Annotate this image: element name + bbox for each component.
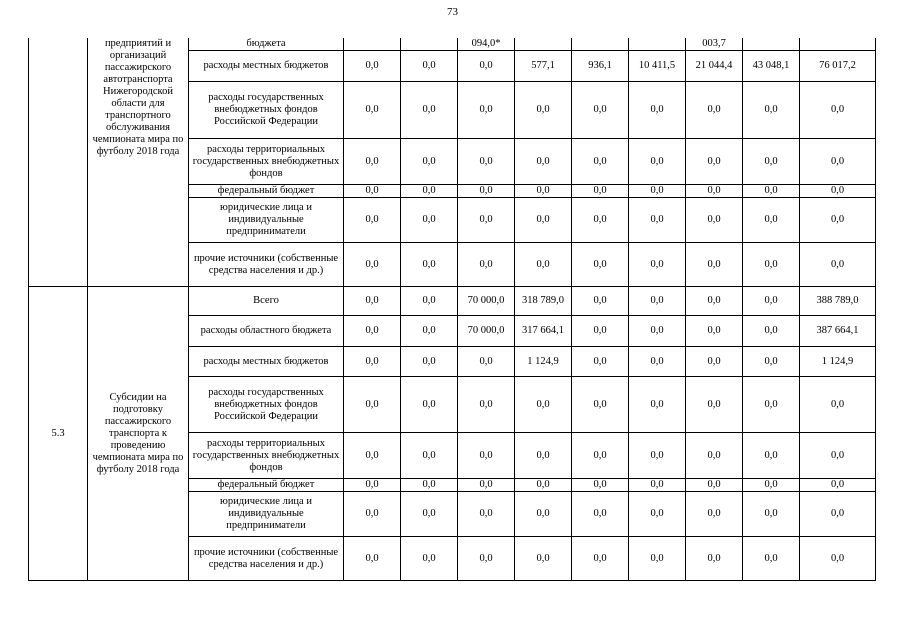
value-cell: 094,0*	[458, 38, 515, 51]
funding-source: расходы государственных внебюджетных фондов Российской Федерации	[189, 377, 344, 433]
value-cell: 0,0	[743, 243, 800, 287]
value-cell: 0,0	[686, 347, 743, 377]
value-cell: 0,0	[458, 377, 515, 433]
value-cell: 0,0	[458, 139, 515, 185]
value-cell: 0,0	[629, 287, 686, 316]
value-cell: 0,0	[629, 198, 686, 243]
funding-source: расходы местных бюджетов	[189, 347, 344, 377]
value-cell: 0,0	[572, 287, 629, 316]
value-cell: 70 000,0	[458, 316, 515, 347]
funding-source: Всего	[189, 287, 344, 316]
funding-source: прочие источники (собственные средства населения и др.)	[189, 537, 344, 581]
value-cell: 0,0	[572, 82, 629, 139]
value-cell: 387 664,1	[800, 316, 876, 347]
value-cell	[401, 38, 458, 51]
value-cell: 0,0	[344, 51, 401, 82]
funding-source: расходы государственных внебюджетных фондов Российской Федерации	[189, 82, 344, 139]
funding-source: федеральный бюджет	[189, 479, 344, 492]
value-cell: 0,0	[401, 347, 458, 377]
value-cell: 0,0	[800, 185, 876, 198]
value-cell: 0,0	[629, 243, 686, 287]
value-cell: 577,1	[515, 51, 572, 82]
value-cell: 0,0	[800, 433, 876, 479]
value-cell: 0,0	[515, 139, 572, 185]
value-cell: 0,0	[401, 479, 458, 492]
value-cell: 0,0	[401, 316, 458, 347]
value-cell: 0,0	[572, 537, 629, 581]
value-cell: 0,0	[515, 185, 572, 198]
value-cell: 0,0	[344, 243, 401, 287]
value-cell: 003,7	[686, 38, 743, 51]
funding-source: юридические лица и индивидуальные предприниматели	[189, 492, 344, 537]
value-cell: 0,0	[572, 347, 629, 377]
value-cell: 0,0	[344, 198, 401, 243]
value-cell: 0,0	[629, 479, 686, 492]
value-cell: 0,0	[572, 316, 629, 347]
value-cell: 0,0	[800, 492, 876, 537]
value-cell	[344, 38, 401, 51]
value-cell: 70 000,0	[458, 287, 515, 316]
value-cell: 0,0	[800, 537, 876, 581]
value-cell	[515, 38, 572, 51]
value-cell: 0,0	[629, 433, 686, 479]
value-cell	[743, 38, 800, 51]
value-cell: 0,0	[344, 185, 401, 198]
value-cell: 0,0	[572, 243, 629, 287]
value-cell: 317 664,1	[515, 316, 572, 347]
value-cell: 0,0	[458, 198, 515, 243]
value-cell: 0,0	[686, 316, 743, 347]
value-cell: 0,0	[629, 185, 686, 198]
value-cell: 0,0	[458, 347, 515, 377]
funding-source: расходы территориальных государственных внебюджетных фондов	[189, 139, 344, 185]
value-cell: 0,0	[344, 492, 401, 537]
value-cell: 0,0	[743, 537, 800, 581]
page-number: 73	[447, 6, 458, 18]
value-cell: 0,0	[344, 537, 401, 581]
value-cell: 0,0	[344, 316, 401, 347]
value-cell: 0,0	[743, 185, 800, 198]
value-cell: 0,0	[629, 82, 686, 139]
value-cell: 0,0	[743, 287, 800, 316]
value-cell: 0,0	[743, 433, 800, 479]
value-cell: 0,0	[572, 185, 629, 198]
value-cell: 0,0	[401, 51, 458, 82]
value-cell: 0,0	[743, 492, 800, 537]
value-cell: 0,0	[800, 198, 876, 243]
value-cell: 10 411,5	[629, 51, 686, 82]
value-cell: 0,0	[458, 243, 515, 287]
section-number	[29, 38, 88, 287]
value-cell	[800, 38, 876, 51]
value-cell: 0,0	[515, 492, 572, 537]
value-cell: 0,0	[401, 433, 458, 479]
value-cell: 0,0	[401, 243, 458, 287]
value-cell: 0,0	[686, 377, 743, 433]
value-cell: 0,0	[743, 139, 800, 185]
value-cell: 0,0	[458, 492, 515, 537]
value-cell: 0,0	[743, 316, 800, 347]
value-cell: 0,0	[515, 433, 572, 479]
value-cell: 0,0	[458, 51, 515, 82]
value-cell: 0,0	[344, 139, 401, 185]
value-cell: 0,0	[344, 82, 401, 139]
value-cell: 1 124,9	[800, 347, 876, 377]
value-cell: 0,0	[458, 433, 515, 479]
value-cell: 0,0	[800, 377, 876, 433]
value-cell: 0,0	[572, 433, 629, 479]
value-cell: 0,0	[629, 377, 686, 433]
value-cell: 0,0	[629, 347, 686, 377]
funding-source: расходы территориальных государственных внебюджетных фондов	[189, 433, 344, 479]
funding-source: расходы местных бюджетов	[189, 51, 344, 82]
value-cell: 0,0	[344, 433, 401, 479]
value-cell: 0,0	[743, 198, 800, 243]
value-cell: 0,0	[515, 377, 572, 433]
value-cell: 0,0	[629, 492, 686, 537]
table-row	[29, 287, 876, 316]
value-cell: 0,0	[743, 347, 800, 377]
value-cell: 0,0	[686, 82, 743, 139]
value-cell: 0,0	[515, 243, 572, 287]
value-cell: 43 048,1	[743, 51, 800, 82]
table-row	[29, 38, 876, 51]
funding-source: бюджета	[189, 38, 344, 51]
section-number: 5.3	[29, 287, 88, 581]
funding-source: федеральный бюджет	[189, 185, 344, 198]
funding-source: юридические лица и индивидуальные предприниматели	[189, 198, 344, 243]
value-cell: 0,0	[401, 82, 458, 139]
value-cell: 0,0	[686, 243, 743, 287]
funding-source: прочие источники (собственные средства населения и др.)	[189, 243, 344, 287]
value-cell: 0,0	[401, 198, 458, 243]
value-cell: 0,0	[743, 377, 800, 433]
value-cell: 0,0	[629, 537, 686, 581]
value-cell: 0,0	[401, 492, 458, 537]
funding-table	[28, 38, 876, 581]
value-cell: 0,0	[686, 139, 743, 185]
value-cell: 0,0	[458, 82, 515, 139]
value-cell: 0,0	[800, 243, 876, 287]
funding-source: расходы областного бюджета	[189, 316, 344, 347]
value-cell: 0,0	[515, 537, 572, 581]
value-cell: 0,0	[515, 82, 572, 139]
value-cell: 0,0	[344, 347, 401, 377]
value-cell: 0,0	[401, 377, 458, 433]
value-cell: 0,0	[800, 479, 876, 492]
value-cell: 0,0	[572, 139, 629, 185]
value-cell: 318 789,0	[515, 287, 572, 316]
value-cell: 0,0	[572, 198, 629, 243]
value-cell: 0,0	[401, 139, 458, 185]
value-cell: 0,0	[344, 377, 401, 433]
value-cell: 0,0	[344, 479, 401, 492]
value-cell: 0,0	[800, 82, 876, 139]
value-cell: 0,0	[401, 287, 458, 316]
value-cell: 0,0	[686, 287, 743, 316]
value-cell: 0,0	[686, 185, 743, 198]
value-cell: 0,0	[743, 82, 800, 139]
value-cell: 0,0	[458, 479, 515, 492]
value-cell: 0,0	[401, 185, 458, 198]
value-cell: 0,0	[686, 479, 743, 492]
value-cell: 0,0	[800, 139, 876, 185]
value-cell: 936,1	[572, 51, 629, 82]
value-cell: 0,0	[572, 492, 629, 537]
value-cell: 0,0	[686, 492, 743, 537]
value-cell: 0,0	[515, 479, 572, 492]
value-cell: 0,0	[686, 537, 743, 581]
value-cell: 0,0	[686, 198, 743, 243]
value-cell: 0,0	[401, 537, 458, 581]
value-cell: 0,0	[458, 185, 515, 198]
section-name: предприятий и организаций пассажирского автотранспорта Нижегородской области для транспортного обслуживания чемпионата мира по футболу 2018 года	[88, 38, 189, 287]
value-cell: 0,0	[344, 287, 401, 316]
value-cell: 21 044,4	[686, 51, 743, 82]
value-cell: 0,0	[743, 479, 800, 492]
value-cell: 0,0	[686, 433, 743, 479]
value-cell: 0,0	[629, 316, 686, 347]
value-cell: 0,0	[629, 139, 686, 185]
value-cell	[629, 38, 686, 51]
value-cell: 1 124,9	[515, 347, 572, 377]
value-cell: 0,0	[515, 198, 572, 243]
value-cell: 388 789,0	[800, 287, 876, 316]
value-cell	[572, 38, 629, 51]
section-name: Субсидии на подготовку пассажирского транспорта к проведению чемпионата мира по футболу 2018 года	[88, 287, 189, 581]
value-cell: 0,0	[458, 537, 515, 581]
value-cell: 0,0	[572, 377, 629, 433]
value-cell: 76 017,2	[800, 51, 876, 82]
value-cell: 0,0	[572, 479, 629, 492]
